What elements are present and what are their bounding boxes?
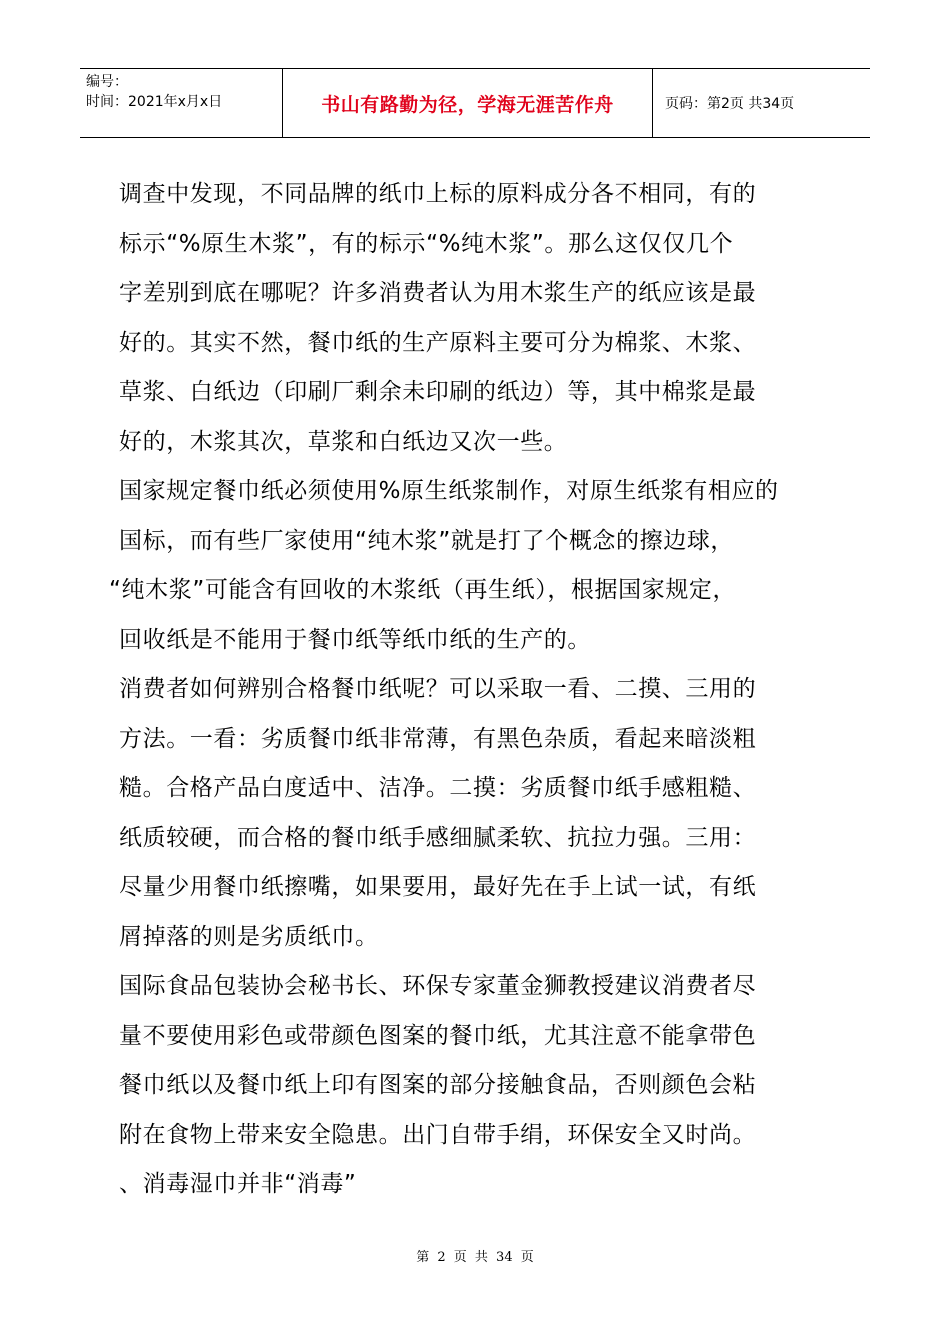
body-line: 草浆、白纸边（印刷厂剩余未印刷的纸边）等，其中棉浆是最: [119, 379, 757, 405]
document-header: [80, 68, 870, 138]
body-line: 屑掉落的则是劣质纸巾。: [119, 923, 379, 950]
time-label: 时间：2021年x月x日: [86, 94, 223, 110]
body-line: 附在食物上带来安全隐患。出门自带手绢，环保安全又时尚。: [119, 1121, 757, 1148]
body-line: 量不要使用彩色或带颜色图案的餐巾纸，尤其注意不能拿带色: [119, 1022, 757, 1049]
document-body: [109, 170, 839, 1210]
page-info-text: 页码：第2页 共34页: [665, 96, 795, 112]
body-line: 餐巾纸以及餐巾纸上印有图案的部分接触食品，否则颜色会粘: [119, 1072, 757, 1098]
body-line: 标示“%原生木浆”，有的标示“%纯木浆”。那么这仅仅几个: [119, 230, 734, 257]
body-line: 字差别到底在哪呢？许多消费者认为用木浆生产的纸应该是最: [119, 280, 757, 306]
body-line: 国家规定餐巾纸必须使用%原生纸浆制作，对原生纸浆有相应的: [119, 478, 779, 504]
body-line: 好的。其实不然，餐巾纸的生产原料主要可分为棉浆、木浆、: [119, 329, 757, 356]
body-line: 国标，而有些厂家使用“纯木浆”就是打了个概念的擦边球，: [119, 527, 735, 554]
header-motto-cell: [283, 69, 653, 137]
body-line: 尽量少用餐巾纸擦嘴，如果要用，最好先在手上试一试，有纸: [119, 874, 757, 900]
body-line: 方法。一看：劣质餐巾纸非常薄，有黑色杂质，看起来暗淡粗: [119, 725, 757, 752]
body-line: 、消毒湿巾并非“消毒”: [119, 1171, 357, 1197]
body-line: 国际食品包装协会秘书长、环保专家董金狮教授建议消费者尽: [119, 973, 757, 999]
motto-text: 书山有路勤为径，学海无涯苦作舟: [321, 93, 614, 116]
body-line: 回收纸是不能用于餐巾纸等纸巾纸的生产的。: [119, 626, 591, 653]
number-label: 编号：: [86, 74, 128, 90]
body-line: 好的，木浆其次，草浆和白纸边又次一些。: [119, 428, 568, 455]
body-line: 消费者如何辨别合格餐巾纸呢？可以采取一看、二摸、三用的: [119, 676, 757, 702]
page-footer: 第 2 页 共 34 页: [416, 1250, 534, 1265]
header-meta: [80, 69, 283, 137]
body-line: 调查中发现，不同品牌的纸巾上标的原料成分各不相同，有的: [119, 181, 757, 207]
body-line: 糙。合格产品白度适中、洁净。二摸：劣质餐巾纸手感粗糙、: [119, 775, 757, 801]
body-line: 纸质较硬，而合格的餐巾纸手感细腻柔软、抗拉力强。三用：: [119, 824, 757, 851]
header-page-info: [653, 69, 870, 137]
body-line: “纯木浆”可能含有回收的木浆纸（再生纸），根据国家规定，: [109, 577, 737, 603]
